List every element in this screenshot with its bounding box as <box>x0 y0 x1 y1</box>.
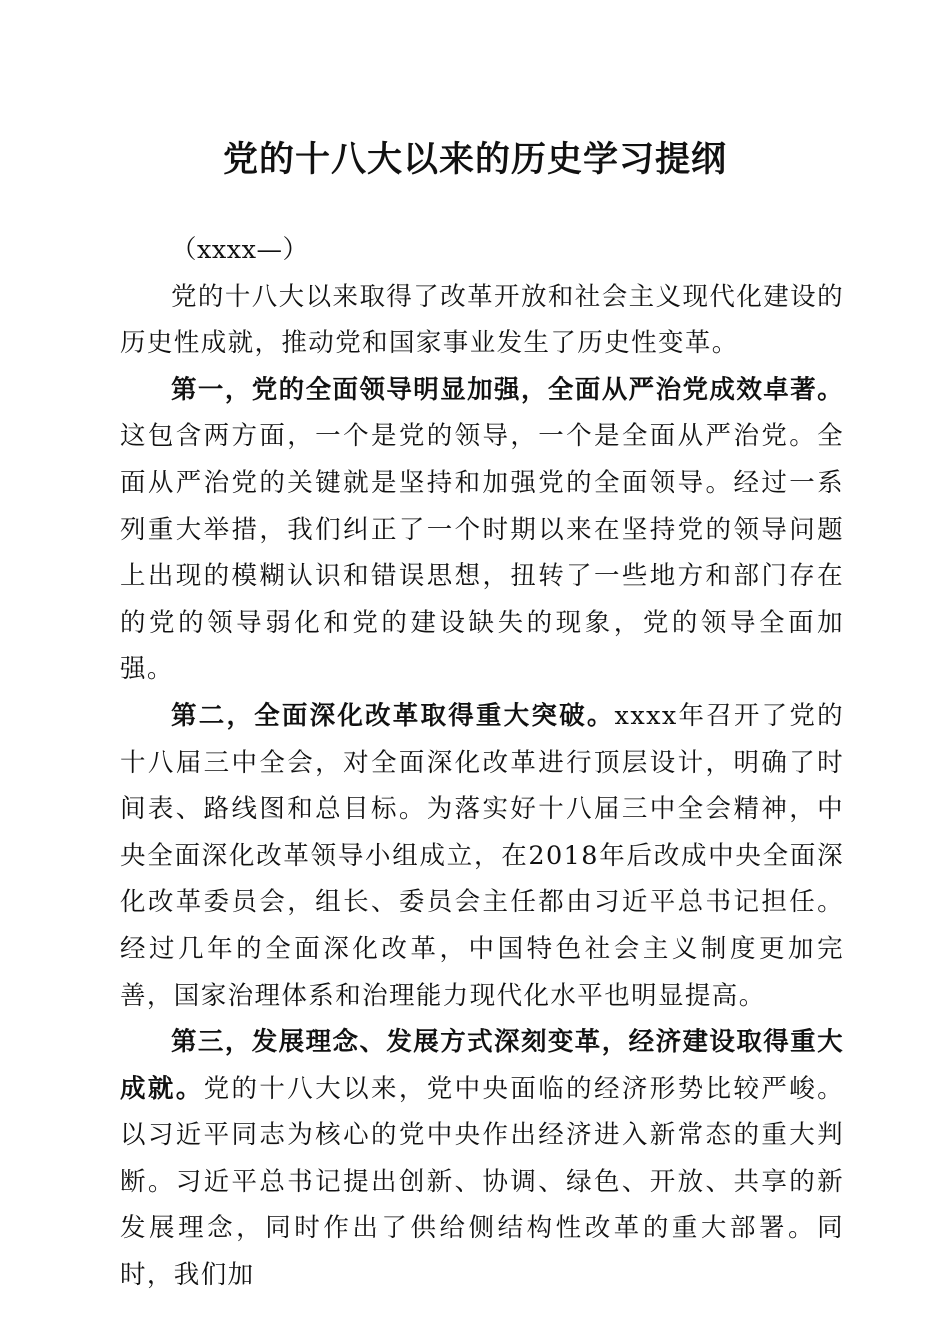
paragraph-intro <box>120 274 844 367</box>
paragraph-text: 这包含两方面，一个是党的领导，一个是全面从严治党。全面从严治党的关键就是坚持和加强党的全面领导。经过一系列重大举措，我们纠正了一个时期以来在坚持党的领导问题上出现的模糊认识和错误思想，扭转了一些地方和部门存在的党的领导弱化和党的建设缺失的现象，党的领导全面加强。 <box>120 421 844 685</box>
paragraph-text: xxxx年召开了党的十八届三中全会，对全面深化改革进行顶层设计，明确了时间表、路线图和总目标。为落实好十八届三中全会精神，中央全面深化改革领导小组成立，在2018年后改成中央全面深化改革委员会，组长、委员会主任都由习近平总书记担任。经过几年的全面深化改革，中国特色社会主义制度更加完善，国家治理体系和治理能力现代化水平也明显提高。 <box>120 700 844 1011</box>
document-title: 党的十八大以来的历史学习提纲 <box>222 139 727 180</box>
paragraph-lead: 第一，党的全面领导明显加强，全面从严治党成效卓著。 <box>171 374 844 405</box>
paragraph-lead: 第三，发展理念、发展方式深刻变革，经济建设取得重大成就。 <box>120 1027 844 1104</box>
paragraph-first <box>120 367 844 693</box>
author-line: （xxxx—） <box>171 235 309 265</box>
paragraph-text: 党的十八大以来取得了改革开放和社会主义现代化建设的历史性成就，推动党和国家事业发生了历史性变革。 <box>120 281 844 359</box>
paragraph-text: 党的十八大以来，党中央面临的经济形势比较严峻。以习近平同志为核心的党中央作出经济进入新常态的重大判断。习近平总书记提出创新、协调、绿色、开放、共享的新发展理念，同时作出了供给侧结构性改革的重大部署。同时，我们加 <box>120 1073 844 1291</box>
document-body <box>120 227 844 1299</box>
paragraph-third <box>120 1019 844 1299</box>
paragraph-second <box>120 693 844 1019</box>
paragraph-lead: 第二，全面深化改革取得重大突破。 <box>171 700 615 731</box>
